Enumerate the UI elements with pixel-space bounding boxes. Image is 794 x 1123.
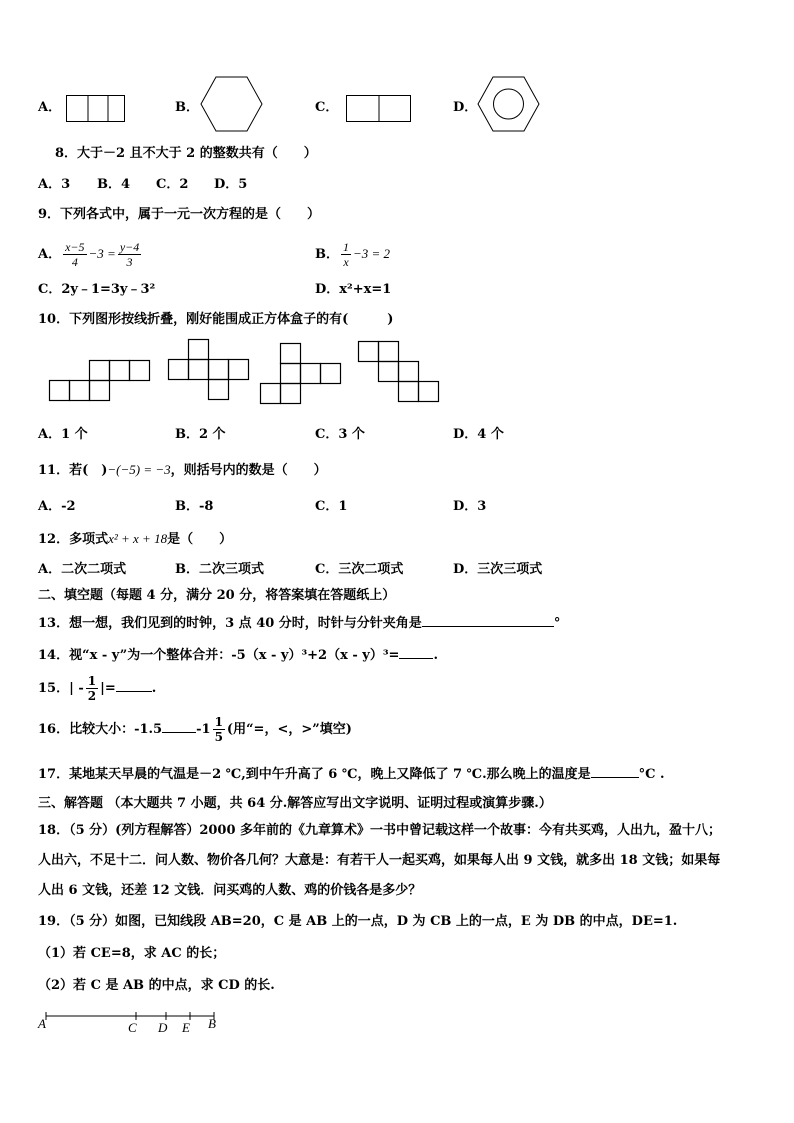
q17 [38,765,665,783]
q10-option-c: C．3 个 [315,427,365,442]
point-label-c: C [128,1020,137,1035]
q13-answer-blank[interactable] [422,614,554,627]
q16 [38,712,352,748]
q15-end: . [151,681,157,696]
q16-text: 16．比较大小：-1.5 [38,722,163,737]
q19-sub-1: （1）若 CE=8，求 AC 的长； [38,946,226,961]
q12-stem-pre: 12．多项式 [38,532,109,547]
q11-stem-pre: 11．若( ) [38,463,108,478]
q7-option-d-hexagon-circle [477,76,541,132]
q12-option-a: A．二次二项式 [38,562,127,577]
q10-net-1 [49,360,153,402]
q15-text: 15．| - [38,681,84,696]
q14-answer-blank[interactable] [399,646,433,659]
q19-line-1: 19．（5 分）如图，已知线段 AB=20，C 是 AB 上的一点，D 为 CB 上的一点，E 为 DB 的中点，DE=1. [38,914,678,929]
q15-den: 2 [87,689,97,703]
q9-a-frac1-num: x−5 [65,240,85,254]
q7-option-c-shape [346,95,412,123]
q16-den: 5 [214,730,223,744]
q7-option-d-label: D． [453,100,478,115]
q12-stem-math: x² + x + 18 [108,531,168,546]
q16-instruction: (用“=，<，>”填空) [226,722,352,737]
q13-unit: ° [553,616,561,631]
point-label-d: D [158,1020,168,1035]
q18-line-2: 人出六，不足十二．问人数、物价各几何？大意是：有若干人一起买鸡，如果每人出 9 文钱，就多出 18 文钱；如果每 [38,853,721,868]
q9-stem: 9．下列各式中，属于一元一次方程的是（ ） [38,207,321,222]
q9-a-mid: −3 = [88,246,116,261]
q10-net-4 [358,341,442,404]
q15 [38,671,156,707]
q18-line-1: 18．（5 分）(列方程解答）2000 多年前的《九章算术》一书中曾记载这样一个故事：今有共买鸡，人出九，盈十八； [38,823,722,838]
point-label-b: B [208,1016,216,1031]
q15-num: 1 [87,674,97,688]
q9-a-frac2-num: y−4 [119,240,140,254]
point-label-a: A [38,1016,46,1031]
q9-option-a-label: A． [38,247,62,262]
q8-option-a: A．3 [38,177,71,192]
q10-net-2 [168,339,252,402]
q12-option-b: B．二次三项式 [175,562,264,577]
q8-stem: 8．大于－2 且不大于 2 的整数共有（ ） [55,146,317,161]
q13-text: 13．想一想，我们见到的时钟，3 点 40 分时，时针与分针夹角是 [38,616,422,631]
q14-text: 14．视“x - y”为一个整体合并：-5（x - y）³+2（x - y）³= [38,648,400,663]
q7-option-a-label: A． [38,100,62,115]
q8-option-b: B．4 [97,177,131,192]
q15-fraction [86,674,98,703]
q17-text: 17．某地某天早晨的气温是－2 ℃,到中午升高了 6 ℃，晚上又降低了 7 ℃.那么晚上的温度是 [38,767,591,782]
q14 [38,646,438,664]
q10-option-b: B．2 个 [175,427,226,442]
q15-answer-blank[interactable] [116,679,152,692]
q14-end: . [433,648,438,663]
q19-segment-figure [36,1010,226,1036]
q10-net-3 [260,343,344,406]
q7-option-c-label: C． [315,100,339,115]
q8-option-c: C．2 [156,177,189,192]
q16-fraction [213,715,225,744]
q9-b-frac-den: x [343,255,349,269]
q11-stem-math: −(−5) = −3 [107,462,171,477]
q11-stem [38,462,327,479]
q17-answer-blank[interactable] [591,765,639,778]
q19-sub-2: （2）若 C 是 AB 的中点，求 CD 的长. [38,978,275,993]
q9-b-frac-num: 1 [343,240,349,254]
q11-stem-post: ，则括号内的数是（ ） [170,463,327,478]
q7-option-b-hexagon [200,76,264,132]
q9-option-d: D．x²+x=1 [315,282,392,297]
q16-answer-blank[interactable] [162,720,196,733]
q16-mixed-whole: -1 [196,722,211,737]
q11-option-c: C．1 [315,499,348,514]
q11-option-d: D．3 [453,499,487,514]
q17-unit: °C . [638,767,665,782]
q9-option-b-label: B． [315,247,339,262]
q11-option-b: B．-8 [175,499,214,514]
q12-option-d: D．三次三项式 [453,562,543,577]
q9-option-b [315,233,390,276]
q9-a-frac2-den: 3 [126,255,133,269]
q9-option-c: C．2y﹣1=3y﹣3² [38,282,156,297]
q12-stem [38,531,232,548]
q10-stem: 10．下列图形按线折叠，刚好能围成正方体盒子的有( ) [38,312,394,327]
q13 [38,614,560,632]
q15-abs-eq: |= [100,681,116,696]
q7-option-b-label: B． [175,100,199,115]
q12-option-c: C．三次二项式 [315,562,404,577]
q8-option-d: D．5 [214,177,248,192]
q10-option-d: D．4 个 [453,427,504,442]
section-3-heading: 三、解答题 （本大题共 7 小题，共 64 分.解答应写出文字说明、证明过程或演算步骤.） [38,796,552,811]
q18-line-3: 人出 6 文钱，还差 12 文钱．问买鸡的人数、鸡的价钱各是多少？ [38,883,422,898]
q9-b-tail: −3 = 2 [353,246,391,261]
q11-option-a: A．-2 [38,499,76,514]
q9-option-a [38,233,143,276]
q10-option-a: A．1 个 [38,427,88,442]
q9-a-fraction-1 [63,240,86,269]
q9-a-frac1-den: 4 [71,255,78,269]
q16-num: 1 [214,715,223,729]
q9-b-fraction [341,240,351,269]
q9-a-fraction-2 [118,240,141,269]
point-label-e: E [182,1020,190,1035]
q7-option-a-shape [66,95,126,123]
section-2-heading: 二、填空题（每题 4 分，满分 20 分，将答案填在答题纸上） [38,588,396,603]
q12-stem-post: 是（ ） [167,532,233,547]
